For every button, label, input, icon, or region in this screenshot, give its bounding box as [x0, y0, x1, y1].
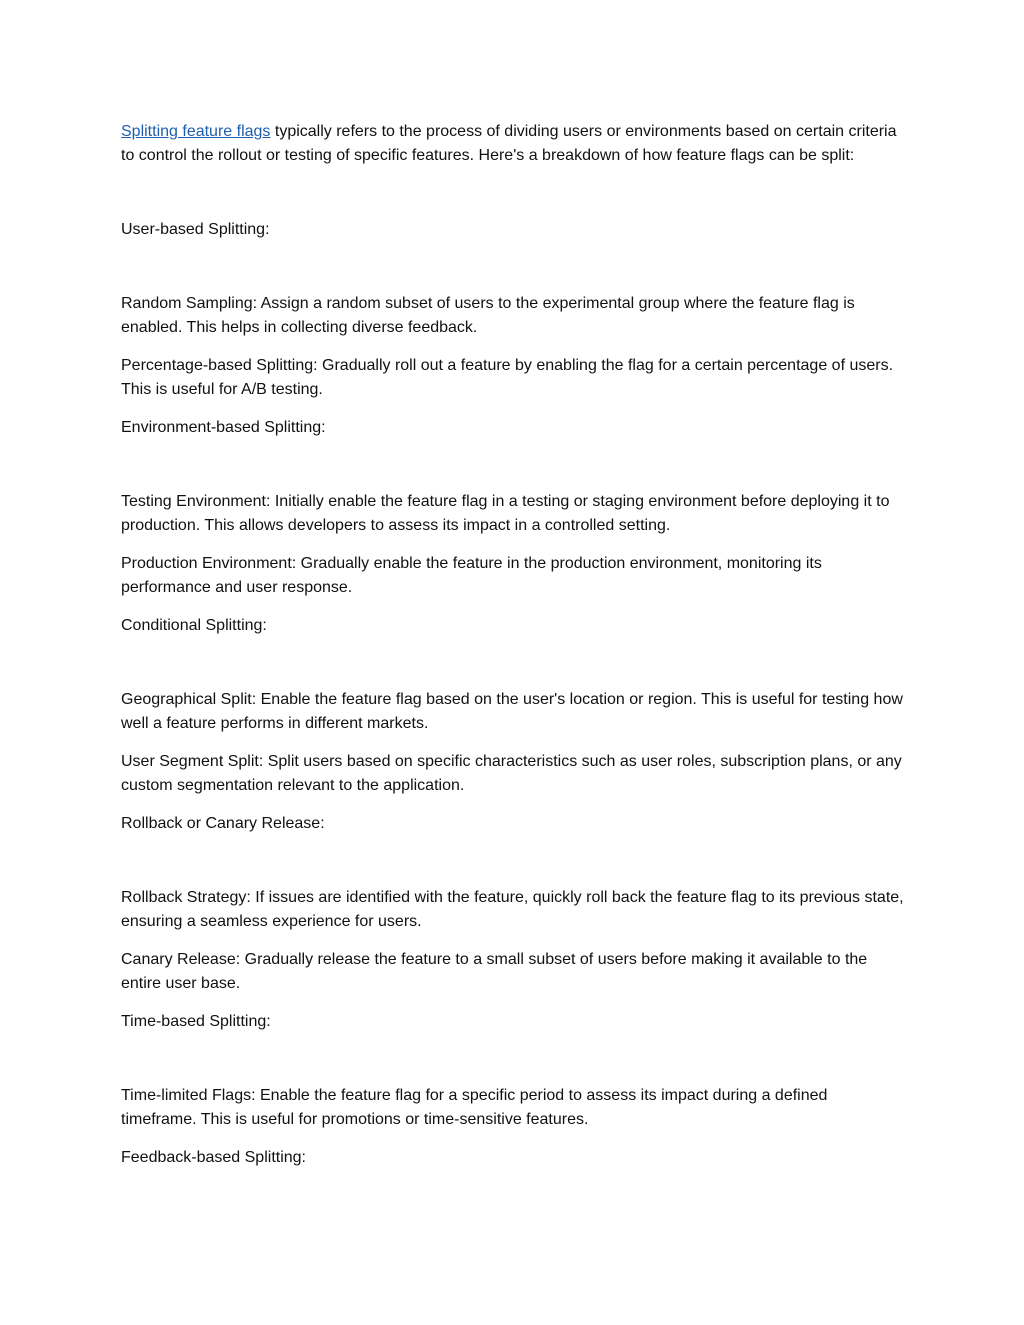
intro-paragraph [121, 120, 906, 168]
paragraph-user-segment-split: User Segment Split: Split users based on specific characteristics such as user roles, subscription plans, or any custom segmentation relevant to the application. [121, 753, 902, 794]
paragraph-rollback-strategy: Rollback Strategy: If issues are identified with the feature, quickly roll back the feature flag to its previous state, ensuring a seamless experience for users. [121, 889, 904, 930]
section-heading-time-based: Time-based Splitting: [121, 1013, 271, 1030]
document-body [121, 120, 906, 1220]
paragraph-geographical-split: Geographical Split: Enable the feature flag based on the user's location or region. This is useful for testing how well a feature performs in different markets. [121, 691, 903, 732]
section-heading-user-based: User-based Splitting: [121, 221, 270, 238]
paragraph-time-limited-flags: Time-limited Flags: Enable the feature flag for a specific period to assess its impact during a defined timeframe. This is useful for promotions or time-sensitive features. [121, 1087, 828, 1128]
section-heading-rollback-canary: Rollback or Canary Release: [121, 815, 325, 832]
paragraph-testing-environment: Testing Environment: Initially enable the feature flag in a testing or staging environment before deploying it to production. This allows developers to assess its impact in a controlled setting. [121, 493, 890, 534]
splitting-feature-flags-link[interactable]: Splitting feature flags [121, 123, 271, 140]
paragraph-random-sampling: Random Sampling: Assign a random subset of users to the experimental group where the feature flag is enabled. This helps in collecting diverse feedback. [121, 295, 855, 336]
section-heading-feedback-based: Feedback-based Splitting: [121, 1149, 306, 1166]
section-heading-conditional: Conditional Splitting: [121, 617, 267, 634]
section-heading-environment-based: Environment-based Splitting: [121, 419, 326, 436]
paragraph-canary-release: Canary Release: Gradually release the feature to a small subset of users before making it available to the entire user base. [121, 951, 868, 992]
paragraph-percentage-based: Percentage-based Splitting: Gradually roll out a feature by enabling the flag for a certain percentage of users. This is useful for A/B testing. [121, 357, 894, 398]
intro-text: typically refers to the process of dividing users or environments based on certain criteria to control the rollout or testing of specific features. Here's a breakdown of how feature flags can be split: [121, 123, 897, 164]
paragraph-production-environment: Production Environment: Gradually enable the feature in the production environment, monitoring its performance and user response. [121, 555, 822, 596]
